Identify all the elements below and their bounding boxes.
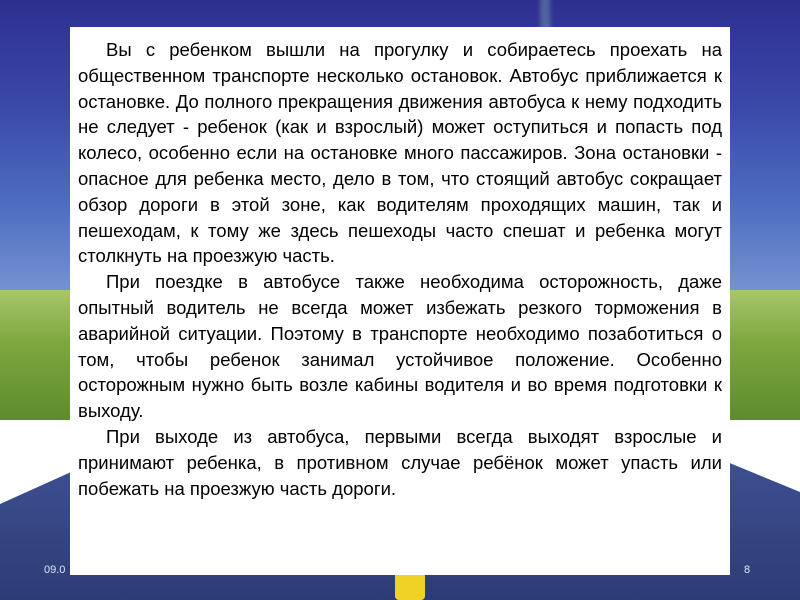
page-number: 8 [744,564,751,576]
paragraph-bus-stop: Вы с ребенком вышли на прогулку и собираетесь проехать на общественном транспорте несколько остановок. Автобус приближается к остановке. До полного прекращения движения автобуса к нему подходить не следует - ребенок (как и взрослый) может оступиться и попасть под колесо, особенно если на остановке много пассажиров. Зона остановки - опасное для ребенка место, дело в том, что стоящий автобус сокращает обзор дороги в этой зоне, как водителям проходящих машин, так и пешеходам, к тому же здесь пешеходы часто спешат и ребенка могут столкнуть на проезжую часть. [78,39,722,267]
paragraph-exiting-bus: При выходе из автобуса, первыми всегда выходят взрослые и принимают ребенка, в противном случае ребёнок может упасть или побежать на проезжую часть дороги. [78,425,722,499]
text-panel [70,27,730,575]
footer-date: 09.0 [44,564,66,576]
paragraph-riding-bus: При поездке в автобусе также необходима осторожность, даже опытный водитель не всегда может избежать резкого торможения в аварийной ситуации. Поэтому в транспорте необходимо позаботиться о том, чтобы ребенок занимал устойчивое положение. Особенно осторожным нужно быть возле кабины водителя и во время подготовки к выходу. [78,271,722,422]
